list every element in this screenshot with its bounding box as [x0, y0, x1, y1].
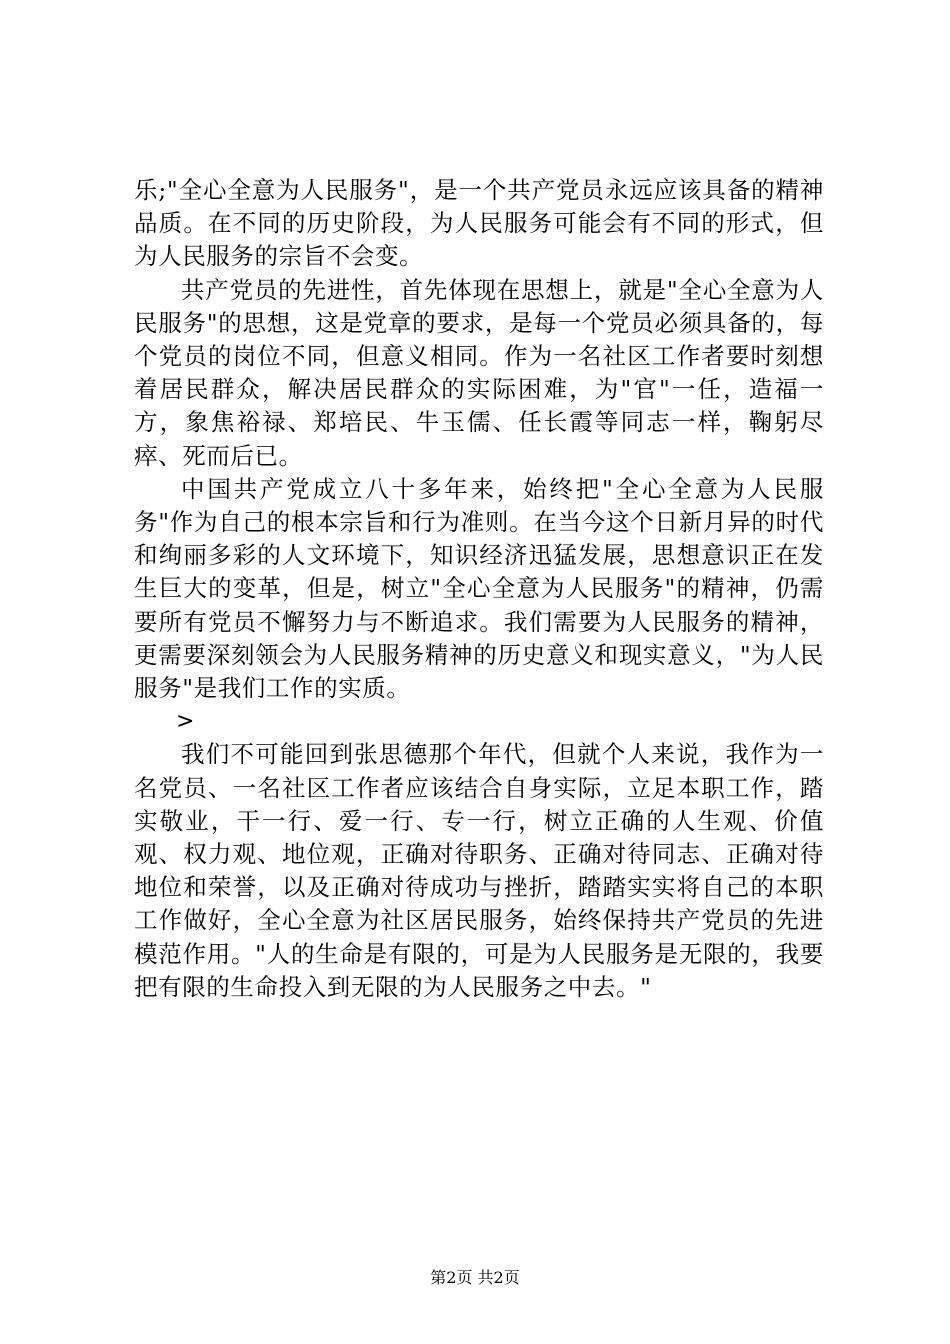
paragraph-continuation: 乐;"全心全意为人民服务"，是一个共产党员永远应该具备的精神品质。在不同的历史阶段，为人民服务可能会有不同的形式，但为人民服务的宗旨不会变。: [134, 176, 824, 271]
document-body: [134, 174, 824, 1004]
paragraph-party-history: 中国共产党成立八十多年来，始终把"全心全意为人民服务"作为自己的根本宗旨和行为准则。在当今这个日新月异的时代和绚丽多彩的人文环境下，知识经济迅猛发展，思想意识正在发生巨大的变革，但是，树立"全心全意为人民服务"的精神，仍需要所有党员不懈努力与不断追求。我们需要为人民服务的精神，更需要深刻领会为人民服务精神的历史意义和现实意义，"为人民服务"是我们工作的实质。: [134, 474, 824, 703]
paragraph-personal-commitment: 我们不可能回到张思德那个年代，但就个人来说，我作为一名党员、一名社区工作者应该结合自身实际，立足本职工作，踏实敬业，干一行、爱一行、专一行，树立正确的人生观、价值观、权力观、地位观，正确对待职务、正确对待同志、正确对待地位和荣誉，以及正确对待成功与挫折，踏踏实实将自己的本职工作做好，全心全意为社区居民服务，始终保持共产党员的先进模范作用。"人的生命是有限的，可是为人民服务是无限的，我要把有限的生命投入到无限的为人民服务之中去。": [134, 740, 824, 1001]
greater-than-marker: >: [176, 709, 196, 735]
page-footer: 第2页 共2页: [430, 1268, 520, 1287]
paragraph-party-advancement: 共产党员的先进性，首先体现在思想上，就是"全心全意为人民服务"的思想，这是党章的要求，是每一个党员必须具备的，每个党员的岗位不同，但意义相同。作为一名社区工作者要时刻想着居民群众，解决居民群众的实际困难，为"官"一任，造福一方，象焦裕禄、郑培民、牛玉儒、任长霞等同志一样，鞠躬尽瘁、死而后已。: [134, 275, 824, 470]
